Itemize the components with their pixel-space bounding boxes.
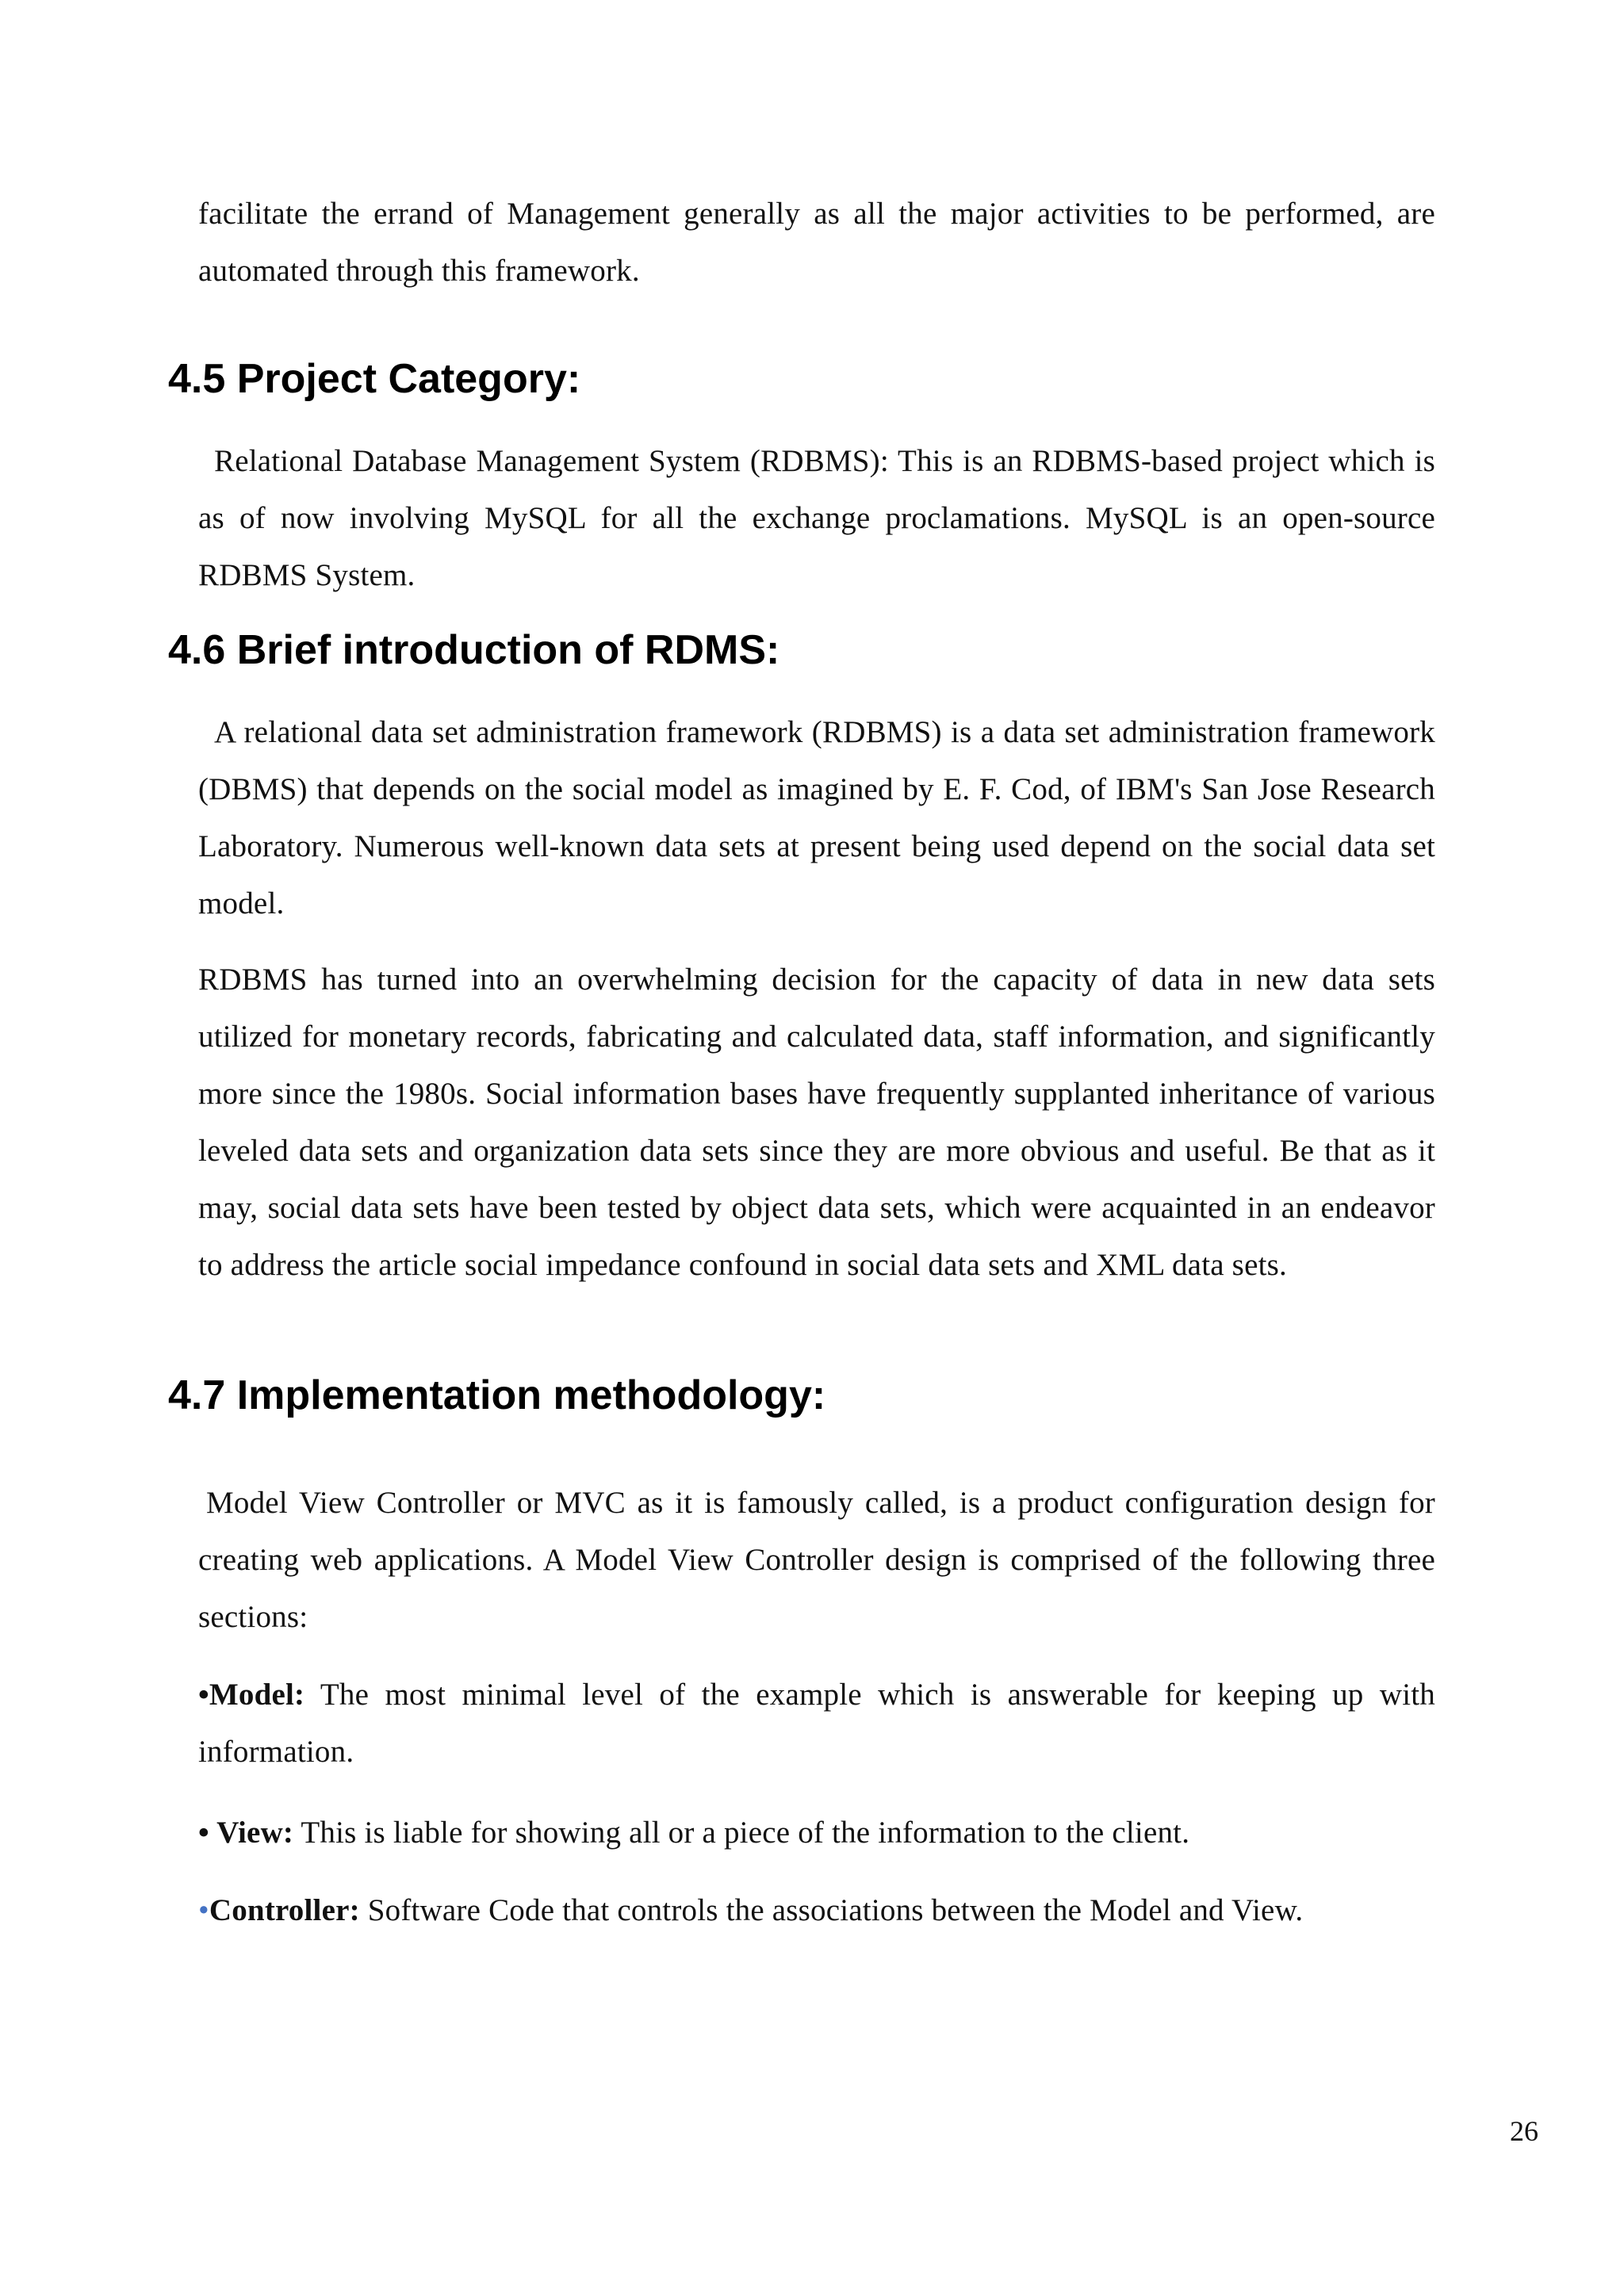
- rdms-intro-paragraph-2: RDBMS has turned into an overwhelming decision for the capacity of data in new data sets utilized for monetary records, fabricating and calculated data, staff information, and significantly more since the 1980s. Social information bases have frequently supplanted inheritance of various leveled data sets and organization data sets since they are more obvious and useful. Be that as it may, social data sets have been tested by object data sets, which were acquainted in an endeavor to address the article social impedance confound in social data sets and XML data sets.: [198, 962, 1435, 1282]
- bullet-mark: •: [198, 1678, 209, 1712]
- section-heading-implementation-methodology: 4.7 Implementation methodology:: [168, 1372, 826, 1418]
- implementation-paragraph: Model View Controller or MVC as it is famously called, is a product configuration design for creating web applications. A Model View Controller design is comprised of the following three sections:: [198, 1486, 1435, 1634]
- intro-paragraph: facilitate the errand of Management generally as all the major activities to be performed, are automated through this framework.: [198, 197, 1435, 288]
- bullet-text-view: This is liable for showing all or a piece of the information to the client.: [293, 1816, 1190, 1850]
- section-heading-rdms-intro: 4.6 Brief introduction of RDMS:: [168, 627, 780, 673]
- bullet-mark: •: [198, 1893, 209, 1927]
- bullet-text-controller: Software Code that controls the associations between the Model and View.: [359, 1893, 1304, 1927]
- bullet-text-model: The most minimal level of the example which is answerable for keeping up with information.: [198, 1678, 1435, 1769]
- section-heading-project-category: 4.5 Project Category:: [168, 356, 581, 402]
- bullet-term-model: Model:: [209, 1678, 305, 1712]
- bullet-term-view: View:: [216, 1816, 294, 1850]
- bullet-item-view: [198, 1804, 1435, 1862]
- bullet-item-controller: [198, 1882, 1435, 1939]
- bullet-term-controller: Controller:: [209, 1893, 360, 1927]
- rdms-intro-paragraph-1: A relational data set administration framework (RDBMS) is a data set administration framework (DBMS) that depends on the social model as imagined by E. F. Cod, of IBM's San Jose Research Laboratory. Numerous well-known data sets at present being used depend on the social data set model.: [198, 715, 1435, 920]
- page-number: 26: [1510, 2115, 1538, 2147]
- bullet-item-model: [198, 1667, 1435, 1781]
- bullet-mark: •: [198, 1816, 217, 1850]
- project-category-paragraph: Relational Database Management System (RDBMS): This is an RDBMS-based project which is as of now involving MySQL for all the exchange proclamations. MySQL is an open-source RDBMS System.: [198, 444, 1435, 592]
